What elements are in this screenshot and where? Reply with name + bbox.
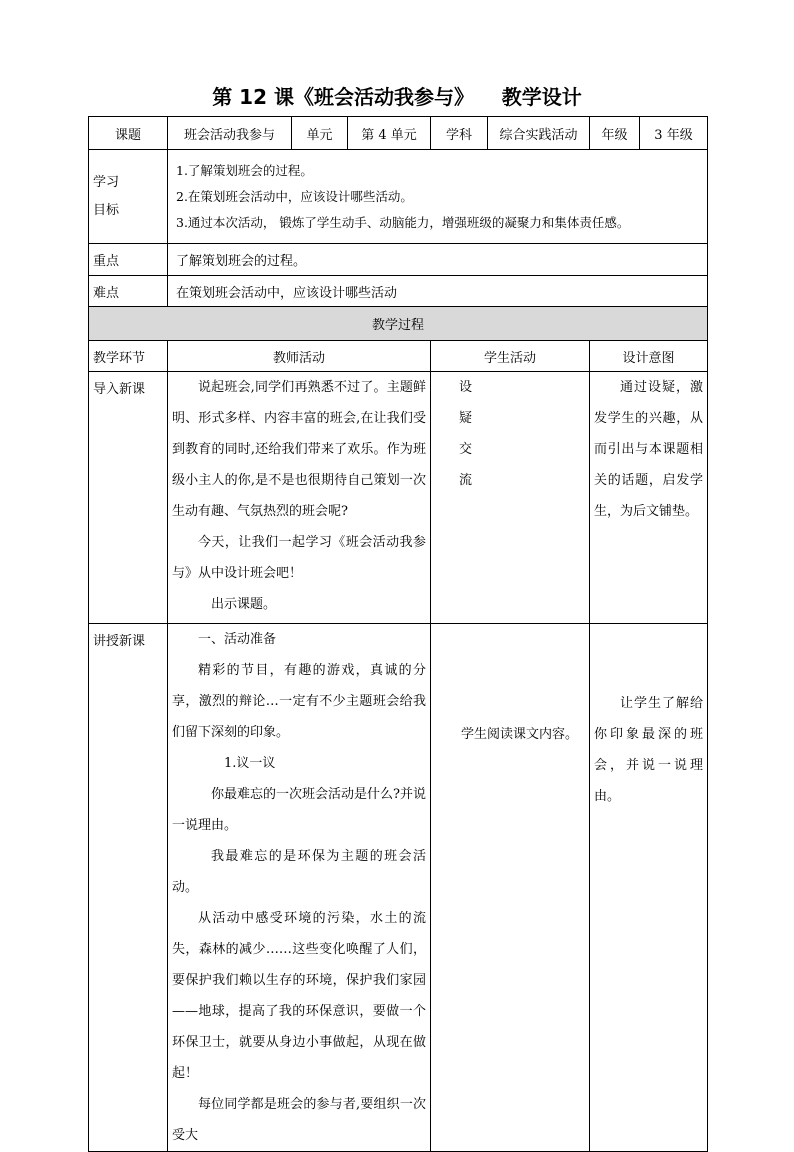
intro-teacher-paragraph: 说起班会,同学们再熟悉不过了。主题鲜明、形式多样、内容丰富的班会,在让我们受到教育的同时,还给我们带来了欢乐。作为班级小主人的你,是不是也很期待自己策划一次生动有趣、气氛热烈的班会呢?: [172, 380, 426, 519]
lesson-plan-table: [88, 116, 708, 1152]
goals-list: [168, 150, 708, 244]
topic-label: 课题: [89, 117, 168, 150]
lecture-heading: 一、活动准备: [198, 632, 277, 647]
intro-design-intent: [590, 372, 708, 624]
lecture-paragraph: 从活动中感受环境的污染，水土的流失，森林的减少……这些变化唤醒了人们，要保护我们赖以生存的环境，保护我们家园——地球，提高了我的环保意识，要做一个环保卫士，就要从身边小事做起，从现在做起！: [172, 911, 426, 1081]
process-header-row: [89, 307, 708, 341]
lecture-student-activity: [431, 624, 590, 1152]
lecture-intent-text: 让学生了解给你印象最深的班会，并说一说理由。: [594, 696, 703, 804]
unit-label: 单元: [292, 117, 348, 150]
difficulty-label: 难点: [89, 276, 168, 307]
column-header-row: [89, 341, 708, 372]
key-point-value: 了解策划班会的过程。: [168, 244, 708, 276]
lecture-teacher-activity: [168, 624, 431, 1152]
difficulty-row: [89, 276, 708, 307]
document-title: 第 12 课《班会活动我参与》 教学设计: [212, 85, 582, 109]
intro-student-activity: [431, 372, 488, 624]
process-header: 教学过程: [89, 307, 708, 341]
topic-value: 班会活动我参与: [168, 117, 292, 150]
goal-item: 2.在策划班会活动中，应该设计哪些活动。: [176, 188, 413, 204]
intro-student-line: 设疑: [459, 380, 473, 426]
lecture-subheading: 1.议一议: [224, 756, 276, 771]
subject-label: 学科: [431, 117, 488, 150]
subject-value: 综合实践活动: [488, 117, 590, 150]
header-row: [89, 117, 708, 150]
intro-teacher-paragraph: 今天，让我们一起学习《班会活动我参与》从中设计班会吧！: [172, 535, 426, 581]
lecture-student-text: 学生阅读课文内容。: [461, 727, 579, 742]
key-point-label: 重点: [89, 244, 168, 276]
intro-teacher-paragraph: 出示课题。: [211, 597, 277, 612]
lecture-design-intent: [590, 624, 708, 1152]
intro-row: [89, 372, 708, 624]
lecture-paragraph: 每位同学都是班会的参与者,要组织一次受大: [172, 1097, 426, 1143]
intro-teacher-activity: [168, 372, 431, 624]
goals-label-line2: 目标: [93, 202, 120, 218]
column-student: 学生活动: [431, 341, 590, 372]
goal-item: 3.通过本次活动， 锻炼了学生动手、动脑能力，增强班级的凝聚力和集体责任感。: [176, 214, 630, 230]
intro-student-line: 交流: [459, 442, 473, 488]
intro-stage: 导入新课: [89, 372, 168, 624]
difficulty-value: 在策划班会活动中，应该设计哪些活动: [168, 276, 708, 307]
key-point-row: [89, 244, 708, 276]
goals-label-line1: 学习: [93, 174, 120, 190]
intro-intent-text: 通过设疑，激发学生的兴趣，从而引出与本课题相关的话题，启发学生，为后文铺垫。: [594, 380, 703, 519]
lecture-paragraph: 精彩的节目，有趣的游戏，真诚的分享，激烈的辩论…一定有不少主题班会给我们留下深刻的印象。: [172, 663, 426, 740]
lecture-row: [89, 624, 708, 1152]
lecture-stage: 讲授新课: [89, 624, 168, 1152]
goals-label: [89, 150, 168, 244]
goals-row: [89, 150, 708, 244]
column-intent: 设计意图: [590, 341, 708, 372]
lecture-paragraph: 你最难忘的一次班会活动是什么?并说一说理由。: [172, 787, 426, 833]
grade-value: 3 年级: [640, 117, 708, 150]
grade-label: 年级: [590, 117, 640, 150]
column-teacher: 教师活动: [168, 341, 431, 372]
column-stage: 教学环节: [89, 341, 168, 372]
goal-item: 1.了解策划班会的过程。: [176, 162, 313, 178]
lecture-paragraph: 我最难忘的是环保为主题的班会活动。: [172, 849, 426, 895]
unit-value: 第 4 单元: [348, 117, 431, 150]
